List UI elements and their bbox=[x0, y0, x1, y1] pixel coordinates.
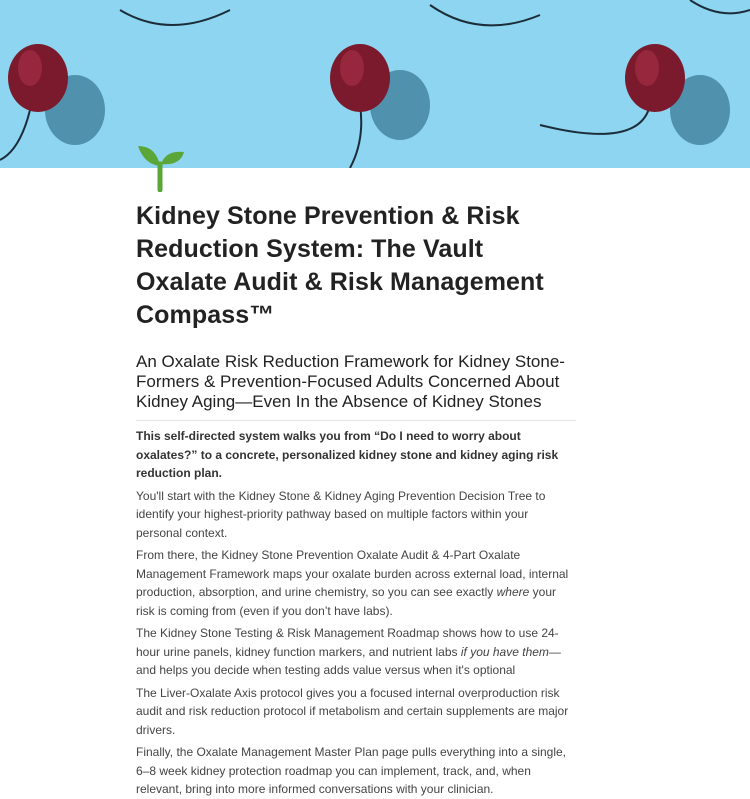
decision-tree-paragraph: You'll start with the Kidney Stone & Kidney Aging Prevention Decision Tree to identify your highest-priority pathway based on multiple factors within your personal context. bbox=[136, 488, 546, 540]
text: —and helps you decide when testing adds value versus when it's optional bbox=[136, 644, 561, 677]
text: The Kidney Stone Testing & Risk Management Roadmap shows how to use 24-hour urine panels, kidney function markers, and nutrient labs bbox=[136, 626, 559, 659]
beets-illustration bbox=[0, 0, 750, 168]
page-title: Kidney Stone Prevention & Risk Reduction System: The Vault Oxalate Audit & Risk Management Compass™ bbox=[136, 202, 544, 329]
lead-paragraph: This self-directed system walks you from “Do I need to worry about oxalates?” to a concrete, personalized kidney stone and kidney aging risk reduction plan. bbox=[136, 429, 559, 480]
emphasis: if you have them bbox=[460, 644, 549, 659]
audit-framework-paragraph bbox=[136, 546, 576, 620]
cover-image bbox=[0, 0, 750, 168]
master-plan-paragraph: Finally, the Oxalate Management Master Plan page pulls everything into a single, 6–8 week kidney protection roadmap you can implement, track, and, when relevant, bring into more informed conversations with your clinician. bbox=[136, 745, 567, 796]
sprout-icon bbox=[136, 140, 186, 192]
text: your risk is coming from (even if you don’t have labs). bbox=[136, 585, 557, 618]
emphasis: where bbox=[496, 585, 530, 599]
page-content bbox=[136, 200, 576, 799]
page-subtitle: An Oxalate Risk Reduction Framework for Kidney Stone-Formers & Prevention-Focused Adults Concerned About Kidney Aging—Even In the Absence of Kidney Stones bbox=[136, 352, 576, 421]
testing-roadmap-paragraph bbox=[136, 624, 576, 680]
text: From there, the Kidney Stone Prevention Oxalate Audit & 4-Part Oxalate Management Framework maps your oxalate burden across external load, internal production, absorption, and urine chemistry, so you can see exactly bbox=[136, 548, 569, 599]
liver-oxalate-paragraph: The Liver-Oxalate Axis protocol gives you a focused internal overproduction risk audit and risk reduction protocol if metabolism and certain supplements are major drivers. bbox=[136, 685, 569, 737]
